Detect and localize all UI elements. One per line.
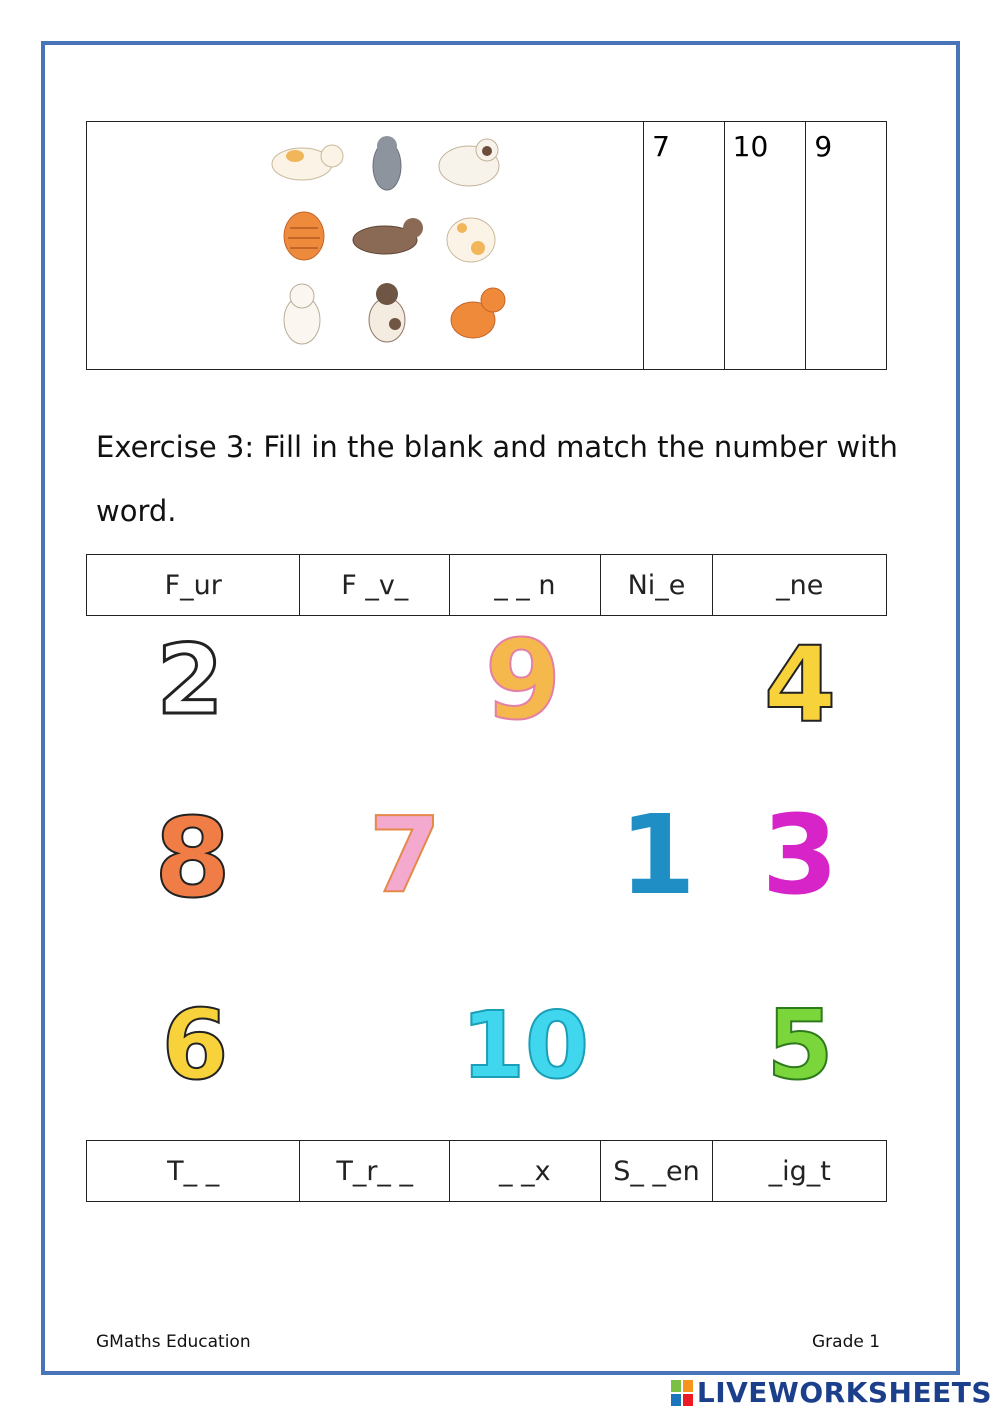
count-option[interactable]: 10 bbox=[724, 122, 806, 370]
word-blank-cell[interactable]: F_ur bbox=[87, 555, 300, 616]
exercise-label: Exercise 3: bbox=[96, 430, 255, 464]
word-blank-cell[interactable]: _ _ n bbox=[450, 555, 601, 616]
brand-logo bbox=[671, 1376, 992, 1409]
cat-figure bbox=[373, 136, 401, 190]
word-blank-cell[interactable]: Ni_e bbox=[600, 555, 713, 616]
count-option[interactable]: 7 bbox=[644, 122, 725, 370]
number-figure-3[interactable]: 3 bbox=[761, 791, 839, 919]
number-figure-7[interactable]: 7 bbox=[368, 794, 442, 916]
cats-picture-cell bbox=[87, 122, 644, 370]
word-blank-cell[interactable]: T_ _ bbox=[87, 1141, 300, 1202]
exercise-text: Fill in the blank and match the number with bbox=[254, 430, 898, 464]
exercise-instruction bbox=[96, 430, 898, 464]
word-blank-cell[interactable]: _ne bbox=[713, 555, 887, 616]
number-figure-8[interactable]: 8 bbox=[154, 793, 231, 922]
liveworksheets-icon bbox=[671, 1380, 693, 1406]
count-option[interactable]: 9 bbox=[806, 122, 887, 370]
cats-illustration bbox=[257, 124, 527, 364]
bottom-words-table bbox=[86, 1140, 887, 1202]
number-figure-1[interactable]: 1 bbox=[619, 791, 696, 919]
number-figure-2[interactable]: 2 bbox=[156, 624, 224, 736]
number-figure-10[interactable]: 10 bbox=[460, 991, 590, 1099]
brand-name: LIVEWORKSHEETS bbox=[696, 1376, 992, 1409]
cat-figure bbox=[447, 218, 495, 262]
word-blank-cell[interactable]: T_r_ _ bbox=[300, 1141, 450, 1202]
number-figure-4[interactable]: 4 bbox=[763, 624, 837, 746]
word-blank-cell[interactable]: _ _x bbox=[450, 1141, 601, 1202]
word-blank-cell[interactable]: _ig_t bbox=[713, 1141, 887, 1202]
word-blank-cell[interactable]: S_ _en bbox=[600, 1141, 713, 1202]
cat-figure bbox=[284, 212, 324, 260]
exercise-instruction-continued: word. bbox=[96, 494, 177, 528]
number-figure-9[interactable]: 9 bbox=[484, 616, 562, 744]
footer-publisher: GMaths Education bbox=[96, 1332, 251, 1352]
top-words-table bbox=[86, 554, 887, 616]
cats-count-table bbox=[86, 121, 887, 370]
footer-grade: Grade 1 bbox=[812, 1332, 881, 1352]
word-blank-cell[interactable]: F _v_ bbox=[300, 555, 450, 616]
number-figure-6[interactable]: 6 bbox=[161, 989, 229, 1101]
number-figure-5[interactable]: 5 bbox=[766, 989, 834, 1101]
